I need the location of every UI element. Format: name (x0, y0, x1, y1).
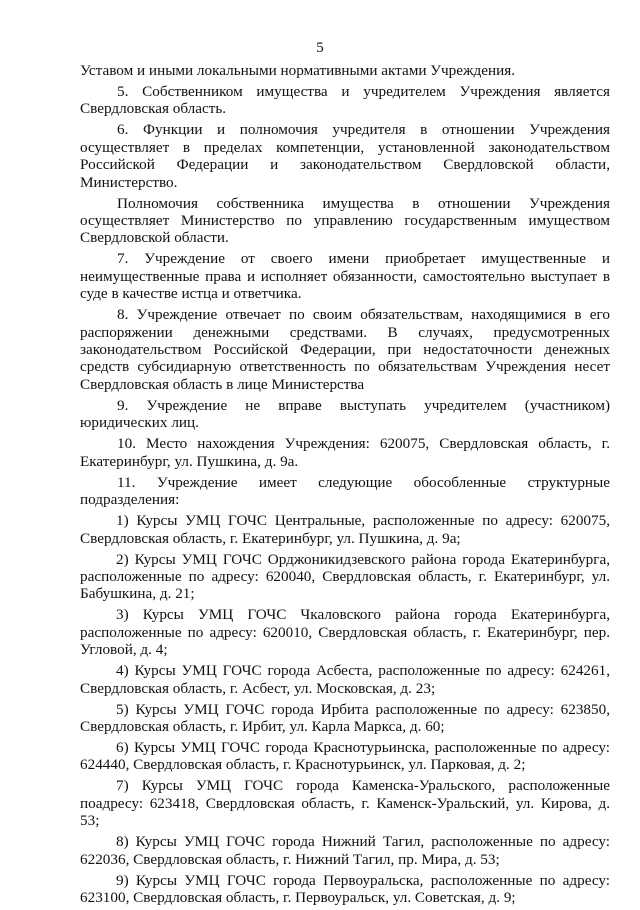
list-item: 5) Курсы УМЦ ГОЧС города Ирбита расположенные по адресу: 623850, Свердловская область, г. Ирбит, ул. Карла Маркса, д. 60; (80, 700, 610, 735)
paragraph-item-8-liability: 8. Учреждение отвечает по своим обязательствам, находящимися в его распоряжении денежными средствами. В случаях, предусмотренных законодательством Российской Федерации, при недостаточности денежных средств субсидиарную ответственность по обязательствам Учреждения несет Свердловская область в лице Министерства (80, 306, 610, 393)
list-item: 2) Курсы УМЦ ГОЧС Орджоникидзевского района города Екатеринбурга, расположенные по адресу: 620040, Свердловская область, г. Екатеринбург, ул. Бабушкина, д. 21; (80, 550, 610, 603)
paragraph-item-7-rights: 7. Учреждение от своего имени приобретает имущественные и неимущественные права и исполняет обязанности, самостоятельно выступает в суде в качестве истца и ответчика. (80, 250, 610, 303)
list-item: 3) Курсы УМЦ ГОЧС Чкаловского района города Екатеринбурга, расположенные по адресу: 620010, Свердловская область, г. Екатеринбург, пер. Угловой, д. 4; (80, 606, 610, 659)
document-body (80, 62, 610, 910)
paragraph-continuation: Уставом и иными локальными нормативными актами Учреждения. (80, 62, 515, 79)
paragraph-item-5-owner: 5. Собственником имущества и учредителем Учреждения является Свердловская область. (80, 83, 610, 118)
paragraph-item-10-location: 10. Место нахождения Учреждения: 620075, Свердловская область, г. Екатеринбург, ул. Пушкина, д. 9а. (80, 435, 610, 470)
paragraph-item-6-founder-functions: 6. Функции и полномочия учредителя в отношении Учреждения осуществляет в пределах компетенции, установленной законодательством Российской Федерации и законодательством Свердловской области, Министерство. (80, 121, 610, 191)
list-item: 9) Курсы УМЦ ГОЧС города Первоуральска, расположенные по адресу: 623100, Свердловская область, г. Первоуральск, ул. Советская, д. 9; (80, 871, 610, 906)
list-item: 7) Курсы УМЦ ГОЧС города Каменска-Уральского, расположенные поадресу: 623418, Свердловская область, г. Каменск-Уральский, ул. Кирова, д. 53; (80, 777, 610, 830)
paragraph-item-9-restriction: 9. Учреждение не вправе выступать учредителем (участником) юридических лиц. (80, 396, 610, 432)
list-item: 1) Курсы УМЦ ГОЧС Центральные, расположенные по адресу: 620075, Свердловская область, г. Екатеринбург, ул. Пушкина, д. 9а; (80, 512, 610, 547)
list-item: 8) Курсы УМЦ ГОЧС города Нижний Тагил, расположенные по адресу: 622036, Свердловская область, г. Нижний Тагил, пр. Мира, д. 53; (80, 833, 610, 868)
paragraph-item-11-subdivisions: 11. Учреждение имеет следующие обособленные структурные подразделения: (80, 473, 610, 509)
list-item: 6) Курсы УМЦ ГОЧС города Краснотурьинска, расположенные по адресу: 624440, Свердловская область, г. Краснотурьинск, ул. Парковая, д. 2; (80, 738, 610, 774)
list-item: 4) Курсы УМЦ ГОЧС города Асбеста, расположенные по адресу: 624261, Свердловская область, г. Асбест, ул. Московская, д. 23; (80, 662, 610, 697)
page-number: 5 (316, 40, 324, 56)
paragraph-owner-powers: Полномочия собственника имущества в отношении Учреждения осуществляет Министерство по управлению государственным имуществом Свердловской области. (80, 194, 610, 247)
